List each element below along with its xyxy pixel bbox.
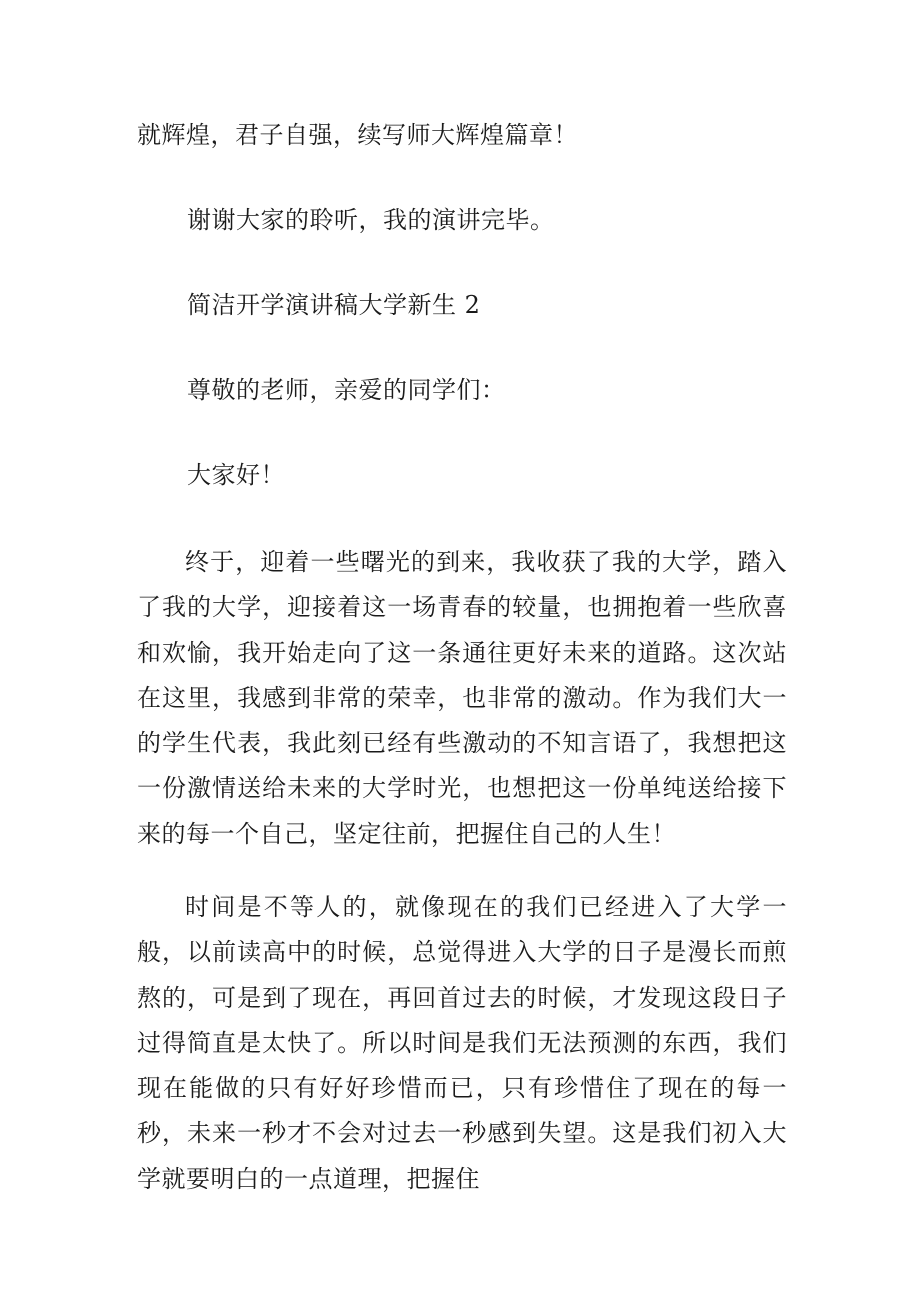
continuation-line: 就辉煌，君子自强，续写师大辉煌篇章！ bbox=[137, 121, 578, 149]
greeting: 大家好！ bbox=[187, 461, 285, 489]
paragraph-2: 时间是不等人的，就像现在的我们已经进入了大学一般，以前读高中的时候，总觉得进入大学的日子是漫长而煎熬的，可是到了现在，再回首过去的时候，才发现这段日子过得简直是太快了。所以时间是我们无法预测的东西，我们现在能做的只有好好珍惜而已，只有珍惜住了现在的每一秒，未来一秒才不会对过去一秒感到失望。这是我们初入大学就要明白的一点道理，把握住 bbox=[137, 893, 787, 1193]
paragraph-1: 终于，迎着一些曙光的到来，我收获了我的大学，踏入了我的大学，迎接着这一场青春的较量，也拥抱着一些欣喜和欢愉，我开始走向了这一条通往更好未来的道路。这次站在这里，我感到非常的荣幸，也非常的激动。作为我们大一的学生代表，我此刻已经有些激动的不知言语了，我想把这一份激情送给未来的大学时光，也想把这一份单纯送给接下来的每一个自己，坚定往前，把握住自己的人生！ bbox=[137, 548, 787, 848]
closing-thanks: 谢谢大家的聆听，我的演讲完毕。 bbox=[187, 206, 555, 234]
section-title: 简洁开学演讲稿大学新生 2 bbox=[187, 291, 481, 319]
salutation: 尊敬的老师，亲爱的同学们： bbox=[187, 376, 506, 404]
